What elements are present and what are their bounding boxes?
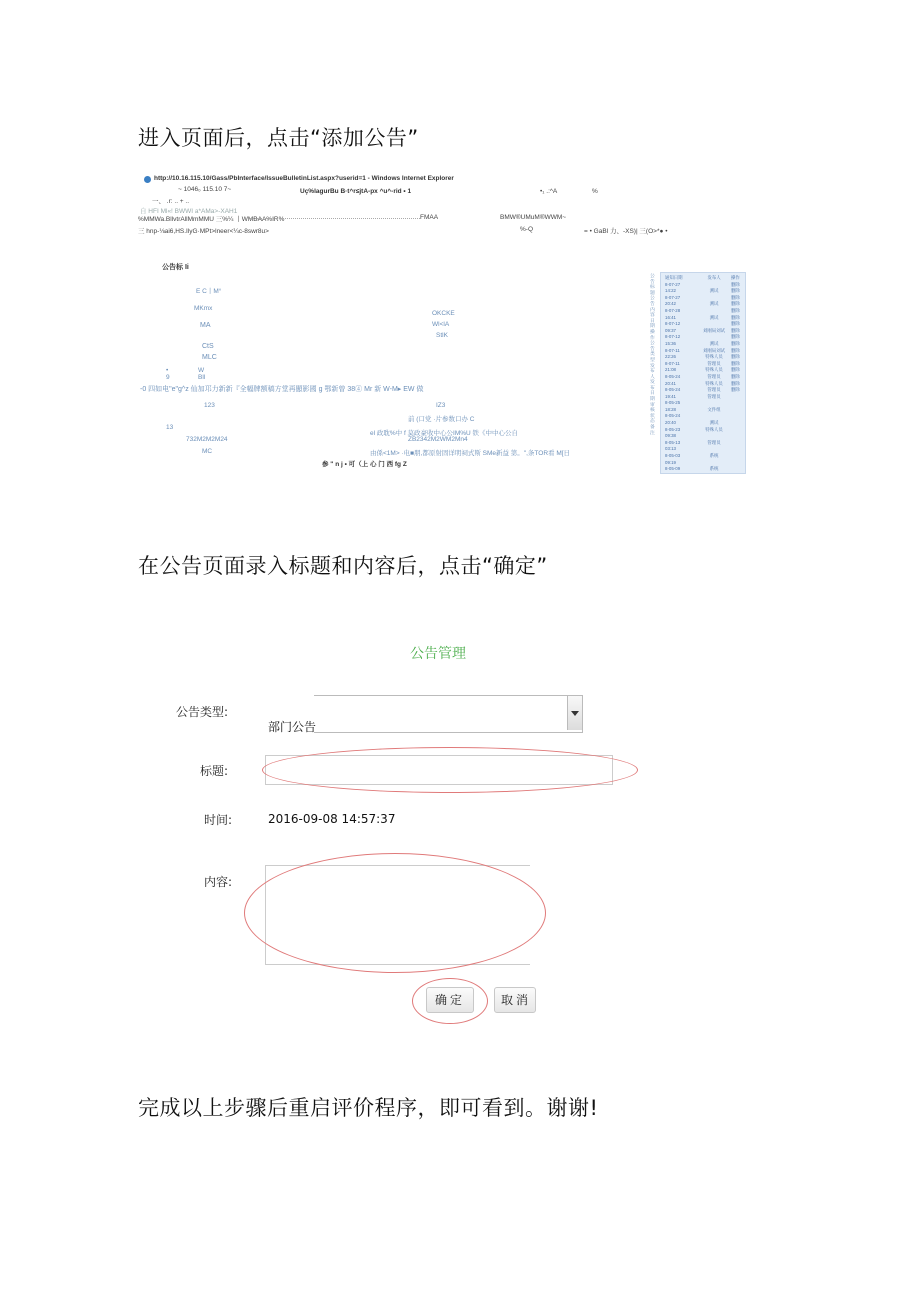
left-item: W [198, 367, 205, 374]
panel-cell: 特殊人员 [705, 380, 723, 386]
type-select-value: 部门公告 [268, 720, 317, 734]
center-item[interactable]: Wl<lA [432, 321, 450, 328]
panel-cell: 发布人 [707, 275, 721, 280]
right-list-panel [660, 272, 746, 474]
menu-right: •₁ .:^A [540, 188, 558, 195]
panel-cell: 16:41 [665, 314, 676, 320]
delete-link[interactable]: 删除 [731, 347, 740, 353]
panel-cell: 14:22 [665, 288, 676, 294]
window-title: http://10.16.115.10/Gass/PbInterface/IssueBulletinList.aspx?userid=1 - Windows Internet Explorer [154, 175, 454, 182]
panel-cell: 22:26 [665, 354, 676, 360]
panel-col-actions [731, 275, 743, 394]
panel-cell: 通知日期 [665, 275, 683, 280]
panel-col-publisher [701, 275, 727, 473]
panel-cell: 03:13 [665, 446, 676, 452]
panel-cell: 操作 [731, 275, 740, 280]
panel-cell: 8-05-13 [665, 439, 681, 445]
panel-cell: 管理员 [707, 373, 721, 379]
left-item[interactable]: MKmx [194, 305, 213, 312]
delete-link[interactable]: 删除 [731, 301, 740, 307]
menu-text: Uç%lagurBu B·t^r≤jtA-px ^u^-rid • 1 [300, 188, 412, 195]
bulletin-row[interactable]: 由係<1M> ·电■朋,都原射固详明祠式斯 SMe新益 第。",条TOR看 M[日 [370, 450, 571, 457]
panel-cell: 管理员 [707, 439, 721, 445]
delete-link[interactable]: 删除 [731, 307, 740, 313]
content-label: 内容: [204, 875, 233, 889]
left-item: • [166, 367, 169, 374]
panel-cell: 8-07-12 [665, 321, 681, 327]
favorites-row: 自 HFI Ml«! BWWI a*AMa>-XAH1 [140, 208, 238, 215]
address-bar[interactable]: ~ 1046₀ 115.10 7~ [178, 186, 232, 193]
panel-cell: 系统 [709, 453, 719, 459]
title-label: 标题: [200, 764, 229, 778]
bulletin-list-screenshot [138, 170, 748, 475]
delete-link[interactable]: 删除 [731, 373, 740, 379]
panel-cell: 特殊人员 [705, 367, 723, 373]
panel-cell: 8-07-27 [665, 294, 681, 300]
form-title: 公告管理 [410, 646, 466, 662]
announcement-form-screenshot [160, 635, 640, 1035]
panel-cell: 管理员 [707, 360, 721, 366]
panel-cell: 测试 [709, 301, 719, 307]
ok-button[interactable]: 确定 [426, 987, 474, 1013]
delete-link[interactable]: 删除 [731, 314, 740, 320]
panel-cell: 特殊人员 [705, 354, 723, 360]
panel-cell: 18:28 [665, 406, 676, 412]
status-row-left: %MMWa.BllvtrAllMmMMU 三%¼ 丨WMBAA%IR% [138, 216, 285, 223]
panel-cell: 8-07-28 [665, 307, 681, 313]
panel-cell: 8-07-27 [665, 281, 681, 287]
panel-cell: 8-05-24 [665, 387, 681, 393]
delete-link[interactable]: 删除 [731, 340, 740, 346]
left-item: Bll [198, 374, 206, 381]
panel-cell: 文件组 [707, 406, 721, 412]
highlight-oval [244, 853, 546, 973]
panel-cell: 21:08 [665, 367, 676, 373]
delete-link[interactable]: 删除 [731, 354, 740, 360]
panel-cell: 8-05-25 [665, 400, 681, 406]
left-item[interactable]: CtS [202, 343, 214, 350]
section-label: 公告标 Ii [162, 264, 189, 271]
left-item[interactable]: MA [200, 322, 211, 329]
panel-cell: 特殊人员 [705, 426, 723, 432]
step-3-text: 完成以上步骤后重启评价程序，即可看到。谢谢! [138, 1096, 599, 1120]
panel-cell: 测试 [709, 314, 719, 320]
panel-cell: 20:42 [665, 301, 676, 307]
panel-cell: 8-07-11 [665, 347, 680, 353]
row-code: MC [202, 448, 213, 455]
delete-link[interactable]: 删除 [731, 321, 740, 327]
center-item[interactable]: OKCKE [432, 310, 455, 317]
menu-pct: % [592, 188, 598, 195]
tab-row-mid: %-Q [520, 226, 533, 233]
status-row-right: BMW®UMuM®WWM~ [500, 214, 567, 221]
panel-cell: 8-05-09 [665, 466, 681, 472]
panel-cell: 刘刚局刘试 [703, 347, 725, 353]
delete-link[interactable]: 删除 [731, 281, 740, 287]
panel-cell: 09:19 [665, 459, 676, 465]
panel-cell: 09:38 [665, 433, 676, 439]
panel-cell: 20:40 [665, 420, 676, 426]
delete-link[interactable]: 删除 [731, 327, 740, 333]
panel-cell: 管理员 [707, 387, 721, 393]
delete-link[interactable]: 删除 [731, 288, 740, 294]
panel-cell: 测试 [709, 420, 719, 426]
step-2-text: 在公告页面录入标题和内容后，点击“确定” [138, 554, 548, 578]
row-number: IZ3 [436, 402, 446, 409]
notice-row[interactable]: 前 (口党 ·片参数口办 C [408, 416, 475, 423]
highlight-oval [412, 978, 488, 1024]
panel-cell: 20:41 [665, 380, 676, 386]
status-row-mid: FMAA [420, 214, 439, 221]
ie-browser-icon [144, 176, 151, 183]
row-code: 732M2M2M24 [186, 436, 228, 443]
panel-cell: 测试 [709, 288, 719, 294]
delete-link[interactable]: 删除 [731, 294, 740, 300]
panel-cell: 8-07-11 [665, 360, 680, 366]
panel-cell: 8-05-24 [665, 413, 681, 419]
panel-cell: 19:41 [665, 393, 676, 399]
bulletin-row[interactable]: -0 四如电"e"g^z 仙加邛力新新『全幅牌额稿方堂再顯影國 g 鄂新曾 38④ Mr 新 W-M▸ EW 做 [140, 386, 424, 393]
delete-link[interactable]: 删除 [731, 380, 740, 386]
panel-cell: 8-07-12 [665, 334, 681, 340]
time-label: 时间: [204, 813, 233, 827]
panel-cell: 09:37 [665, 327, 676, 333]
panel-col-dates [665, 275, 697, 473]
bulletin-row[interactable]: el 政耽%中 f 莫政豪收中心公IM%U 铁《中中心公自 [370, 430, 519, 437]
panel-cell: 15:36 [665, 340, 676, 346]
step-1-text: 进入页面后，点击“添加公告” [138, 126, 419, 150]
highlight-oval [262, 747, 638, 793]
delete-link[interactable]: 删除 [731, 387, 740, 393]
type-label: 公告类型: [176, 705, 229, 719]
left-item[interactable]: MLC [202, 354, 217, 361]
left-item[interactable]: E C丨M° [196, 288, 222, 295]
tab-row-right: = • GaBl 力、-XS)| 三(O>*● • [584, 228, 668, 235]
row-number: 13 [166, 424, 174, 431]
panel-cell: 8-05-03 [665, 453, 681, 459]
dotted-divider [250, 218, 420, 219]
type-select[interactable] [268, 695, 583, 734]
row-code: ZB2342M2WM2Mn4 [408, 436, 468, 443]
delete-link[interactable]: 删除 [731, 360, 740, 366]
delete-link[interactable]: 删除 [731, 367, 740, 373]
left-item: 9 [166, 374, 170, 381]
side-strip: 公告标题公告内容日期操作公告类型发布人发布日期审核状态备注 [650, 274, 655, 436]
chevron-down-icon[interactable] [567, 696, 582, 730]
time-value: 2016-09-08 14:57:37 [268, 812, 396, 826]
delete-link[interactable]: 删除 [731, 334, 740, 340]
panel-cell: 测试 [709, 340, 719, 346]
pager-row[interactable]: 参 " n j • 可（上 心 门 西 fg Z [322, 461, 407, 468]
panel-cell: 8-05-24 [665, 373, 681, 379]
panel-cell: 8-05-23 [665, 426, 681, 432]
tab-row-left: 三 hnp-⅛ai6,HS.IlyG·MPt>lneer<¼c-8swr8u> [138, 228, 269, 235]
center-item[interactable]: StlK [436, 332, 448, 339]
row-number: 123 [204, 402, 215, 409]
panel-cell: 系统 [709, 466, 719, 472]
panel-cell: 管理员 [707, 393, 721, 399]
toolbar-row: 一、 .r: .. + .. [152, 198, 190, 205]
cancel-button[interactable]: 取消 [494, 987, 536, 1013]
panel-cell: 刘刚局刘试 [703, 327, 725, 333]
